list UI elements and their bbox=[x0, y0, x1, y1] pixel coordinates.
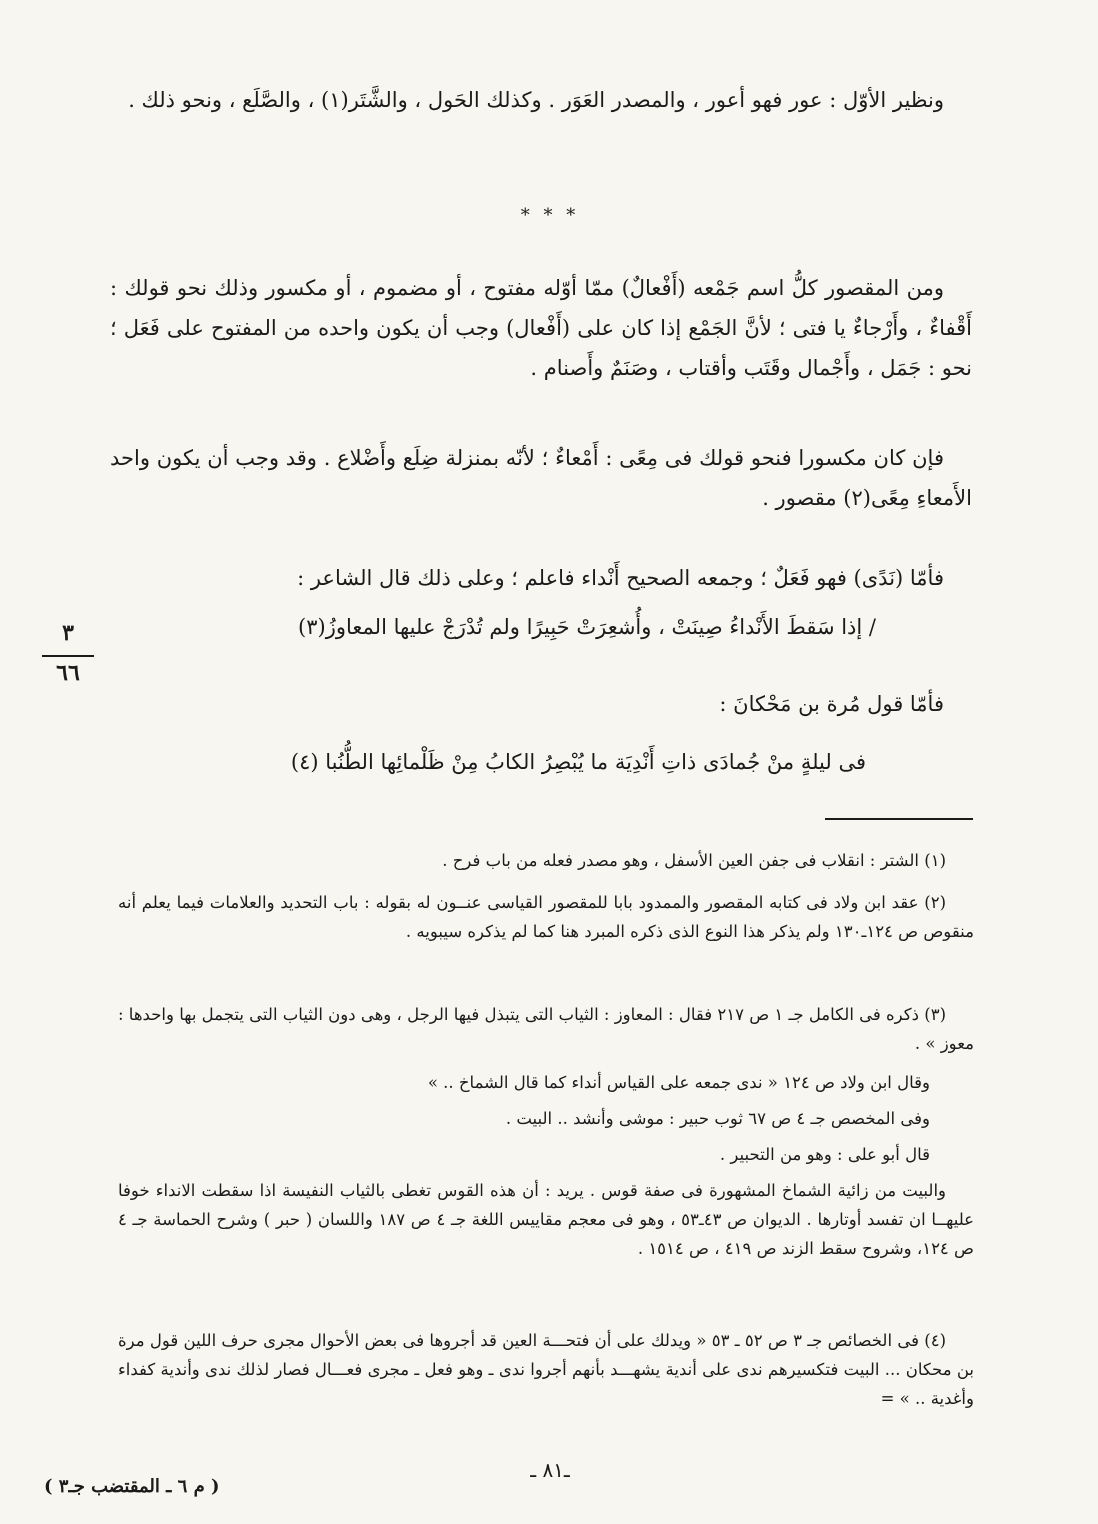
page-number: ـ٨١ ـ bbox=[530, 1458, 570, 1482]
footnote-2: (٢) عقد ابن ولاد فى كتابه المقصور والممدود بابا للمقصور القياسى عنــون له بقوله : باب التحديد والعلامات فيما يعلم أنه منقوص ص ١٢٤ـ١٣٠ ولم يذكر هذا النوع الذى ذكره المبرد هنا كما لم يذكره سيبويه . bbox=[118, 893, 974, 941]
verse-2: فى ليلةٍ منْ جُمادَى ذاتِ أَنْدِيَة ما يُبْصِرُ الكابُ مِنْ ظَلْمائِها الطُّنُبا (٤) bbox=[290, 750, 866, 774]
paragraph-4: فأمّا (نَدًى) فهو فَعَلٌ ؛ وجمعه الصحيح أَنْداء فاعلم ؛ وعلى ذلك قال الشاعر : bbox=[297, 566, 944, 590]
paragraph-1: ونظير الأوّل : عور فهو أعور ، والمصدر العَوَر . وكذلك الحَول ، والشَّتَر(١) ، والصَّلَع ، ونحو ذلك . bbox=[128, 88, 944, 112]
verse-1: / إذا سَقطَ الأَنْداءُ صِينَتْ ، وأُشعِرَتْ حَبِيرًا ولم تُدْرَجْ عليها المعاوزُ(٣) bbox=[298, 615, 876, 639]
footer-signature-ref: ( م ٦ ـ المقتضب جـ٣ ) bbox=[44, 1476, 220, 1497]
footnote-3-line-4: والبيت من زائية الشماخ المشهورة فى صفة قوس . يريد : أن هذه القوس تغطى بالثياب النفيسة اذا سقطت الانداء خوفا عليهــا ان تفسد أوتارها . الديوان ص ٤٣ـ٥٣ ، وهو فى معجم مقاييس اللغة جـ ٤ ص ١٨٧ واللسان ( حبر ) وشرح الحماسة جـ ٤ ص ١٢٤، وشروح سقط الزند ص ٤١٩ ، ص ١٥١٤ . bbox=[118, 1181, 974, 1258]
paragraph-3: فإن كان مكسورا فنحو قولك فى مِعًى : أَمْعاءٌ ؛ لأنّه بمنزلة ضِلَع وأَضْلاع . وقد وجب أن يكون واحد الأَمعاءِ مِعًى(٢) مقصور . bbox=[110, 446, 972, 510]
paragraph-5: فأمّا قول مُرة بن مَحْكانَ : bbox=[719, 692, 944, 716]
margin-page-number: ٦٦ bbox=[56, 660, 80, 686]
margin-volume-number: ٣ bbox=[62, 620, 74, 646]
footnote-3-line-2: وفى المخصص جـ ٤ ص ٦٧ ثوب حبير : موشى وأنشد .. البيت . bbox=[505, 1109, 930, 1128]
footnote-separator bbox=[825, 818, 973, 820]
footnote-3-line-3: قال أبو على : وهو من التحبير . bbox=[719, 1145, 930, 1164]
footnote-4: (٤) فى الخصائص جـ ٣ ص ٥٢ ـ ٥٣ « ويدلك على أن فتحـــة العين قد أجروها فى بعض الأحوال مجرى حرف اللين قول مرة بن محكان ... البيت فتكسيرهم ندى على أندية يشهـــد بأنهم أجروا ندى ـ وهو فعل ـ مجرى فعـــال فصار لذلك ندى وأندية كفداء وأغدية .. » = bbox=[118, 1331, 974, 1408]
section-separator: * * * bbox=[520, 205, 580, 226]
footnote-3-line-1: وقال ابن ولاد ص ١٢٤ « ندى جمعه على القياس أنداء كما قال الشماخ .. » bbox=[427, 1073, 930, 1092]
paragraph-2: ومن المقصور كلُّ اسم جَمْعه (أَفْعالٌ) ممّا أوّله مفتوح ، أو مضموم ، أو مكسور وذلك نحو قولك : أَقْفاءٌ ، وأَرْجاءٌ يا فتى ؛ لأنَّ الجَمْع إذا كان على (أَفْعال) وجب أن يكون واحده من المفتوح على فَعَل ؛ نحو : جَمَل ، وأَجْمال وقَتَب وأقتاب ، وصَنَمٌ وأَصنام . bbox=[110, 276, 972, 380]
footnote-1: (١) الشتر : انقلاب فى جفن العين الأسفل ، وهو مصدر فعله من باب فرح . bbox=[442, 851, 946, 870]
margin-divider bbox=[42, 655, 94, 657]
footnote-3: (٣) ذكره فى الكامل جـ ١ ص ٢١٧ فقال : المعاوز : الثياب التى يتبذل فيها الرجل ، وهى دون الثياب التى يتجمل بها واحدها : معوز » . bbox=[118, 1005, 974, 1053]
